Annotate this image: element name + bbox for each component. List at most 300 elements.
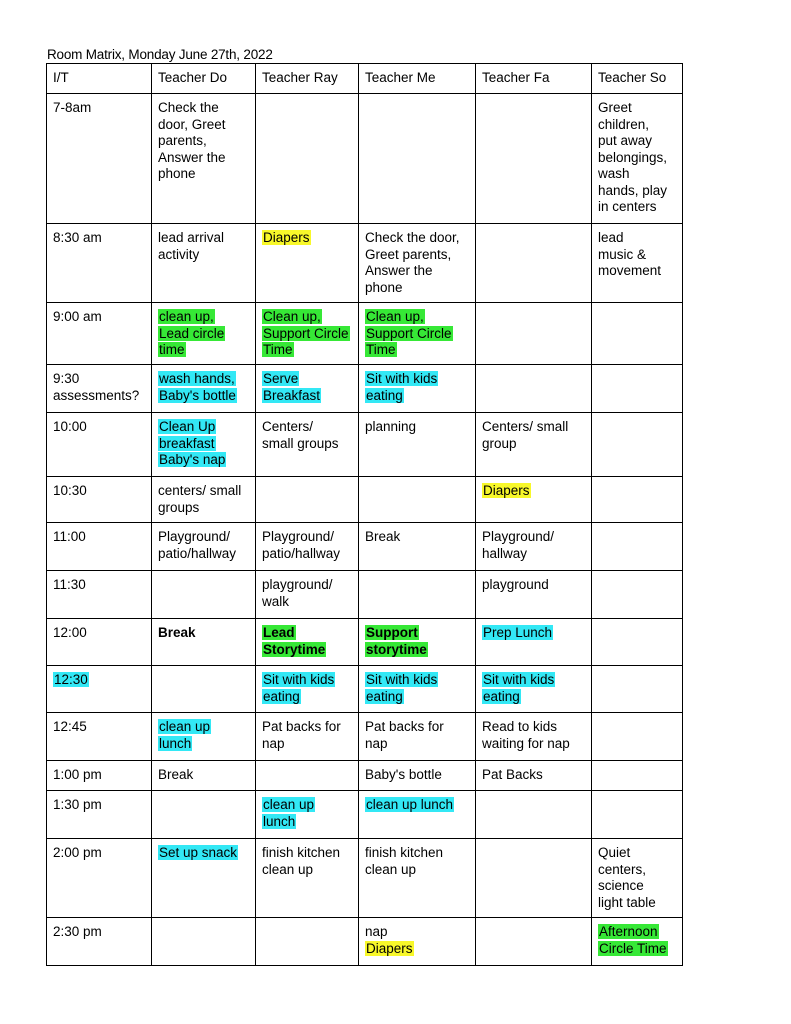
highlighted-text: Clean up, <box>366 309 424 324</box>
highlighted-text: Time <box>366 342 396 357</box>
cell-text: clean up <box>365 861 417 877</box>
schedule-cell <box>592 523 683 571</box>
cell-text: Break <box>365 529 401 544</box>
cell-line <box>262 625 353 642</box>
table-row <box>47 365 683 413</box>
cell-line <box>262 594 353 611</box>
highlighted-text: wash hands, <box>159 371 235 386</box>
schedule-cell <box>476 791 592 839</box>
table-row <box>47 303 683 365</box>
schedule-cell <box>476 619 592 666</box>
schedule-cell <box>256 365 359 413</box>
cell-line <box>53 483 146 500</box>
highlighted-text: Support Circle <box>366 325 452 341</box>
cell-line <box>53 797 146 814</box>
schedule-cell <box>152 761 256 791</box>
cell-line <box>158 625 250 642</box>
cell-line <box>158 483 250 500</box>
cell-line <box>158 719 250 736</box>
schedule-cell <box>256 571 359 619</box>
schedule-cell <box>592 918 683 966</box>
cell-line <box>482 577 586 594</box>
cell-text: centers, <box>598 861 647 877</box>
cell-text: Check the door, <box>365 230 460 245</box>
cell-line <box>53 230 146 247</box>
cell-line <box>262 326 353 343</box>
cell-line <box>53 767 146 784</box>
cell-text: 8:30 am <box>53 230 102 245</box>
cell-line <box>365 941 470 958</box>
cell-line <box>482 736 586 753</box>
cell-text: 10:00 <box>53 419 87 434</box>
cell-line <box>158 247 250 264</box>
cell-line <box>482 546 586 563</box>
cell-line <box>598 133 677 150</box>
cell-text: Greet <box>598 100 632 115</box>
schedule-cell <box>359 713 476 761</box>
cell-line <box>482 419 586 436</box>
cell-line <box>598 862 677 879</box>
time-cell <box>47 413 152 477</box>
cell-line <box>365 247 470 264</box>
schedule-cell <box>152 413 256 477</box>
cell-text: Playground/ <box>262 529 335 544</box>
schedule-cell <box>476 477 592 523</box>
cell-line <box>365 280 470 297</box>
schedule-cell <box>152 303 256 365</box>
highlighted-text: time <box>159 342 185 357</box>
cell-line <box>158 309 250 326</box>
cell-text: in centers <box>598 199 657 214</box>
highlighted-text: storytime <box>366 641 427 657</box>
table-row <box>47 761 683 791</box>
schedule-cell <box>256 713 359 761</box>
header-teacher: Teacher Ray <box>256 64 359 94</box>
table-row <box>47 413 683 477</box>
cell-line <box>262 388 353 405</box>
cell-line <box>598 247 677 264</box>
cell-line <box>158 419 250 436</box>
schedule-cell <box>359 571 476 619</box>
table-row <box>47 523 683 571</box>
highlighted-text: Support Circle <box>263 325 349 341</box>
cell-text: group <box>482 435 517 451</box>
highlighted-text: clean up lunch <box>366 797 454 812</box>
cell-line <box>482 689 586 706</box>
cell-text: walk <box>262 593 290 609</box>
schedule-cell <box>152 477 256 523</box>
cell-text: activity <box>158 246 200 262</box>
schedule-cell <box>592 713 683 761</box>
cell-text: 10:30 <box>53 483 87 498</box>
cell-text: assessments? <box>53 387 140 403</box>
highlighted-text: clean up <box>159 719 211 734</box>
cell-line <box>365 230 470 247</box>
highlighted-text: eating <box>366 688 403 704</box>
cell-text: Pat backs for <box>365 719 444 734</box>
schedule-cell <box>256 303 359 365</box>
highlighted-text: Sit with kids <box>263 672 335 687</box>
schedule-cell <box>359 666 476 713</box>
cell-line <box>158 166 250 183</box>
cell-line <box>53 371 146 388</box>
cell-text: hallway <box>482 545 528 561</box>
cell-line <box>262 797 353 814</box>
schedule-cell <box>359 303 476 365</box>
cell-text: Playground/ <box>482 529 555 544</box>
schedule-cell <box>476 224 592 303</box>
schedule-cell <box>476 839 592 918</box>
cell-line <box>158 371 250 388</box>
cell-line <box>365 625 470 642</box>
cell-line <box>482 767 586 784</box>
cell-line <box>598 230 677 247</box>
cell-line <box>482 436 586 453</box>
highlighted-text: Clean up, <box>263 309 321 324</box>
cell-text: Centers/ small <box>482 419 569 434</box>
cell-text: Playground/ <box>158 529 231 544</box>
cell-text: clean up <box>262 861 314 877</box>
schedule-cell <box>152 713 256 761</box>
time-cell <box>47 523 152 571</box>
cell-text: phone <box>365 279 403 295</box>
schedule-cell <box>592 839 683 918</box>
schedule-cell <box>476 413 592 477</box>
cell-line <box>482 529 586 546</box>
cell-line <box>598 895 677 912</box>
highlighted-text: Breakfast <box>263 387 321 403</box>
schedule-cell <box>152 571 256 619</box>
table-row <box>47 713 683 761</box>
table-row <box>47 224 683 303</box>
cell-line <box>365 419 470 436</box>
cell-text: movement <box>598 263 662 278</box>
cell-line <box>365 924 470 941</box>
cell-line <box>53 924 146 941</box>
cell-line <box>158 388 250 405</box>
cell-line <box>598 199 677 216</box>
cell-line <box>598 263 677 280</box>
highlighted-text: Storytime <box>263 641 326 657</box>
cell-text: 11:30 <box>53 577 86 592</box>
cell-text: Answer the <box>158 149 226 165</box>
cell-line <box>53 529 146 546</box>
schedule-cell <box>476 365 592 413</box>
highlighted-text: eating <box>263 688 300 704</box>
cell-line <box>262 845 353 862</box>
schedule-cell <box>152 666 256 713</box>
schedule-cell <box>152 94 256 224</box>
cell-text: finish kitchen <box>365 845 444 860</box>
cell-line <box>262 862 353 879</box>
room-matrix-body <box>47 64 683 966</box>
cell-line <box>365 862 470 879</box>
schedule-cell <box>592 303 683 365</box>
highlighted-text: Clean Up <box>159 419 216 434</box>
time-cell <box>47 761 152 791</box>
highlighted-text: Time <box>263 342 293 357</box>
time-cell <box>47 666 152 713</box>
cell-line <box>598 924 677 941</box>
cell-line <box>365 309 470 326</box>
room-matrix-table <box>46 63 683 966</box>
schedule-cell <box>592 224 683 303</box>
cell-text: Break <box>158 625 196 640</box>
cell-line <box>262 529 353 546</box>
cell-line <box>482 625 586 642</box>
cell-line <box>598 150 677 167</box>
cell-line <box>158 100 250 117</box>
schedule-cell <box>476 713 592 761</box>
cell-line <box>598 941 677 958</box>
cell-text: nap <box>365 735 388 751</box>
document-title: Room Matrix, Monday June 27th, 2022 <box>47 47 273 62</box>
cell-line <box>262 814 353 831</box>
cell-line <box>262 309 353 326</box>
schedule-cell <box>152 619 256 666</box>
highlighted-text: Lead <box>263 625 295 640</box>
cell-line <box>262 342 353 359</box>
cell-line <box>365 326 470 343</box>
header-teacher: Teacher Do <box>152 64 256 94</box>
table-row <box>47 94 683 224</box>
cell-line <box>262 642 353 659</box>
cell-line <box>53 672 146 689</box>
cell-text: 2:30 pm <box>53 924 102 939</box>
time-cell <box>47 224 152 303</box>
cell-text: Pat backs for <box>262 719 341 734</box>
cell-line <box>158 436 250 453</box>
cell-line <box>158 500 250 517</box>
highlighted-text: breakfast <box>159 435 215 451</box>
cell-text: music & <box>598 246 647 262</box>
cell-text: planning <box>365 419 417 434</box>
cell-line <box>598 117 677 134</box>
cell-line <box>365 767 470 784</box>
schedule-cell <box>152 523 256 571</box>
schedule-cell <box>476 94 592 224</box>
schedule-cell <box>592 619 683 666</box>
schedule-cell <box>256 791 359 839</box>
cell-line <box>598 183 677 200</box>
cell-line <box>262 436 353 453</box>
highlighted-text: Circle Time <box>599 940 667 956</box>
cell-line <box>365 797 470 814</box>
cell-line <box>262 719 353 736</box>
schedule-cell <box>256 839 359 918</box>
cell-line <box>262 672 353 689</box>
cell-text: lead <box>598 230 624 245</box>
cell-text: wash <box>598 166 630 181</box>
schedule-cell <box>256 666 359 713</box>
highlighted-text: 12:30 <box>54 672 88 687</box>
time-cell <box>47 918 152 966</box>
cell-text: light table <box>598 894 656 910</box>
cell-line <box>365 719 470 736</box>
cell-text: finish kitchen <box>262 845 341 860</box>
cell-line <box>598 845 677 862</box>
cell-text: Answer the <box>365 263 433 278</box>
cell-line <box>482 483 586 500</box>
schedule-cell <box>359 918 476 966</box>
schedule-cell <box>256 523 359 571</box>
table-row <box>47 477 683 523</box>
cell-line <box>53 625 146 642</box>
cell-line <box>262 736 353 753</box>
cell-text: 1:00 pm <box>53 767 102 782</box>
cell-line <box>158 150 250 167</box>
cell-line <box>365 263 470 280</box>
table-row <box>47 571 683 619</box>
schedule-cell <box>359 365 476 413</box>
cell-line <box>365 388 470 405</box>
schedule-cell <box>256 477 359 523</box>
cell-line <box>262 689 353 706</box>
cell-text: Centers/ <box>262 419 314 434</box>
highlighted-text: Support <box>366 625 418 640</box>
schedule-cell <box>359 761 476 791</box>
cell-line <box>158 845 250 862</box>
cell-text: nap <box>262 735 285 751</box>
highlighted-text: eating <box>366 387 403 403</box>
schedule-cell <box>256 224 359 303</box>
schedule-cell <box>359 791 476 839</box>
highlighted-text: Diapers <box>366 940 413 956</box>
cell-text: Read to kids <box>482 719 558 734</box>
cell-line <box>482 719 586 736</box>
cell-line <box>53 577 146 594</box>
cell-text: nap <box>365 924 388 939</box>
schedule-cell <box>592 761 683 791</box>
cell-line <box>365 845 470 862</box>
schedule-cell <box>256 918 359 966</box>
schedule-cell <box>592 791 683 839</box>
cell-text: phone <box>158 166 196 181</box>
cell-text: centers/ small <box>158 483 242 498</box>
cell-line <box>158 117 250 134</box>
cell-text: 2:00 pm <box>53 845 102 860</box>
cell-line <box>158 230 250 247</box>
cell-text: 9:30 <box>53 371 80 386</box>
schedule-cell <box>592 666 683 713</box>
highlighted-text: clean up, <box>159 309 214 324</box>
cell-line <box>158 767 250 784</box>
cell-line <box>365 689 470 706</box>
schedule-cell <box>152 791 256 839</box>
cell-text: belongings, <box>598 149 668 165</box>
cell-line <box>158 452 250 469</box>
cell-text: door, Greet <box>158 116 226 132</box>
cell-text: 1:30 pm <box>53 797 102 812</box>
cell-line <box>598 100 677 117</box>
cell-line <box>158 326 250 343</box>
highlighted-text: eating <box>483 688 520 704</box>
schedule-cell <box>476 761 592 791</box>
cell-line <box>365 642 470 659</box>
highlighted-text: lunch <box>263 813 296 829</box>
schedule-cell <box>152 224 256 303</box>
highlighted-text: Baby's bottle <box>159 387 236 403</box>
schedule-cell <box>476 918 592 966</box>
time-cell <box>47 365 152 413</box>
cell-line <box>262 546 353 563</box>
time-cell <box>47 619 152 666</box>
cell-text: 11:00 <box>53 529 86 544</box>
cell-line <box>53 719 146 736</box>
highlighted-text: Serve <box>263 371 299 386</box>
cell-text: science <box>598 878 644 893</box>
schedule-cell <box>256 94 359 224</box>
schedule-cell <box>359 523 476 571</box>
schedule-cell <box>476 523 592 571</box>
highlighted-text: lunch <box>159 735 192 751</box>
table-row <box>47 791 683 839</box>
cell-text: groups <box>158 499 200 515</box>
cell-text: lead arrival <box>158 230 225 245</box>
highlighted-text: Sit with kids <box>483 672 555 687</box>
cell-text: 7-8am <box>53 100 92 115</box>
schedule-cell <box>359 413 476 477</box>
table-row <box>47 918 683 966</box>
header-teacher: Teacher So <box>592 64 683 94</box>
schedule-cell <box>592 413 683 477</box>
cell-text: hands, play <box>598 182 668 198</box>
cell-line <box>365 672 470 689</box>
schedule-cell <box>256 761 359 791</box>
schedule-cell <box>592 571 683 619</box>
cell-line <box>598 166 677 183</box>
highlighted-text: Set up snack <box>159 845 238 860</box>
header-row <box>47 64 683 94</box>
schedule-cell <box>359 839 476 918</box>
cell-line <box>53 309 146 326</box>
cell-line <box>158 342 250 359</box>
header-time-column: I/T <box>47 64 152 94</box>
schedule-cell <box>592 94 683 224</box>
cell-line <box>365 529 470 546</box>
cell-text: Pat Backs <box>482 767 543 782</box>
cell-line <box>482 672 586 689</box>
cell-line <box>53 388 146 405</box>
cell-line <box>53 100 146 117</box>
time-cell <box>47 477 152 523</box>
header-teacher: Teacher Me <box>359 64 476 94</box>
time-cell <box>47 303 152 365</box>
cell-text: 12:45 <box>53 719 87 734</box>
cell-line <box>598 878 677 895</box>
cell-text: small groups <box>262 435 339 451</box>
highlighted-text: Prep Lunch <box>483 625 553 640</box>
cell-line <box>53 845 146 862</box>
schedule-cell <box>359 619 476 666</box>
cell-line <box>365 342 470 359</box>
highlighted-text: Lead circle <box>159 325 225 341</box>
schedule-cell <box>256 619 359 666</box>
cell-line <box>158 546 250 563</box>
time-cell <box>47 791 152 839</box>
cell-line <box>158 133 250 150</box>
cell-text: Quiet <box>598 845 631 860</box>
cell-text: Baby's bottle <box>365 767 442 782</box>
schedule-cell <box>359 477 476 523</box>
schedule-cell <box>256 413 359 477</box>
time-cell <box>47 94 152 224</box>
cell-text: playground/ <box>262 577 333 592</box>
header-teacher: Teacher Fa <box>476 64 592 94</box>
time-cell <box>47 713 152 761</box>
schedule-cell <box>152 839 256 918</box>
schedule-cell <box>476 303 592 365</box>
